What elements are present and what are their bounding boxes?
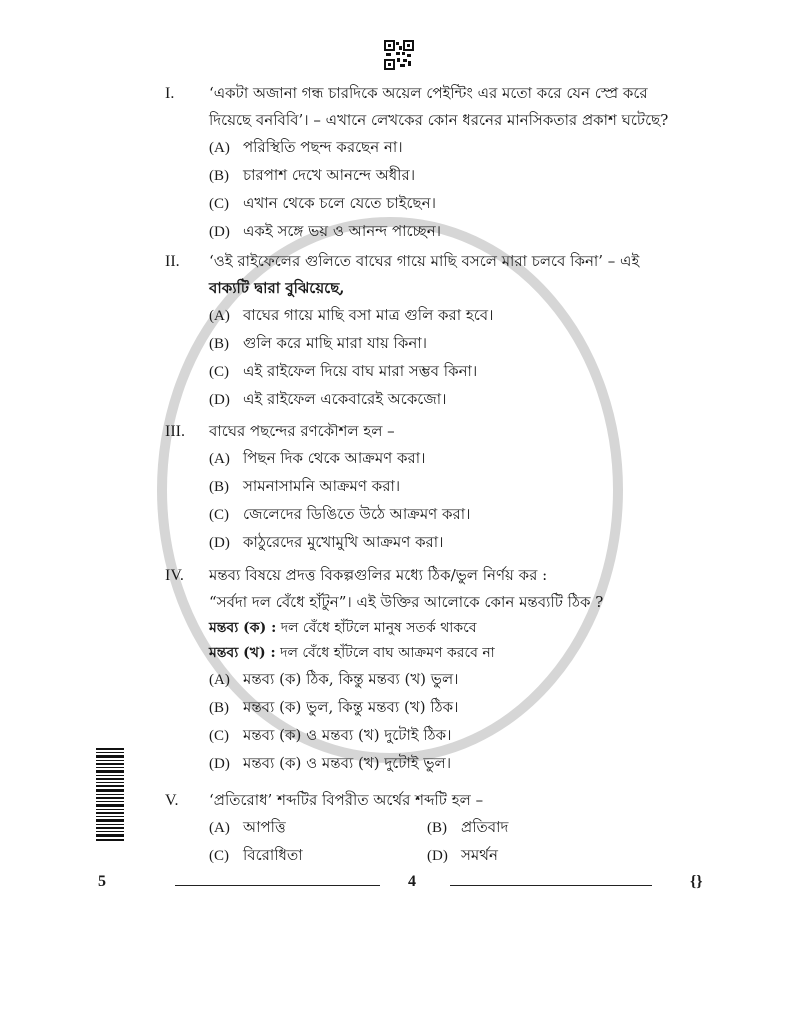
statement-text: দল বেঁধে হাঁটলে বাঘ আক্রমণ করবে না: [280, 645, 495, 661]
option-b: [209, 473, 705, 501]
footer-rule-left: [175, 885, 380, 886]
option-label: (C): [209, 196, 229, 212]
option-text: প্রতিবাদ: [461, 818, 509, 836]
option-label: (D): [209, 224, 230, 240]
option-d: [209, 386, 705, 414]
question-4: [165, 562, 705, 778]
question-number: IV.: [165, 567, 184, 584]
question-text: [209, 248, 705, 302]
question-2: [165, 248, 705, 414]
option-text: বিরোধিতা: [243, 846, 303, 864]
question-text: [209, 787, 705, 814]
page-footer: [0, 873, 800, 897]
statement-label: মন্তব্য (খ) :: [209, 645, 276, 661]
option-b: [209, 330, 705, 358]
option-text: মন্তব্য (ক) ভুল, কিন্তু মন্তব্য (খ) ঠিক।: [243, 698, 459, 716]
page-number: 4: [408, 873, 416, 890]
option-label: (C): [209, 728, 229, 744]
options-list: [209, 445, 705, 557]
option-label: (A): [209, 820, 230, 836]
question-number: V.: [165, 792, 179, 809]
question-text: [209, 418, 705, 445]
option-b: [209, 162, 705, 190]
footer-rule-right: [450, 885, 652, 886]
option-text: গুলি করে মাছি মারা যায় কিনা।: [243, 334, 428, 352]
question-line: ‘ওই রাইফেলের গুলিতে বাঘের গায়ে মাছি বসলে মারা চলবে কিনা’ – এই: [209, 252, 640, 270]
options-grid: [209, 814, 705, 870]
question-line: দিয়েছে বনবিবি’। – এখানে লেখকের কোন ধরনের মানসিকতার প্রকাশ ঘটেছে?: [209, 111, 669, 129]
question-text: [209, 80, 705, 134]
statement-ka: [209, 616, 705, 641]
statement-label: মন্তব্য (ক) :: [209, 620, 277, 636]
statement-kha: [209, 641, 705, 666]
option-d: [209, 218, 705, 246]
qr-code: [384, 40, 414, 70]
option-text: সামনাসামনি আক্রমণ করা।: [243, 477, 401, 495]
question-line: “সর্বদা দল বেঁধে হাঁটুন”। এই উক্তির আলোকে কোন মন্তব্যটি ঠিক ?: [209, 593, 604, 611]
option-a: [209, 134, 705, 162]
option-c: [209, 842, 427, 870]
option-a: [209, 302, 705, 330]
option-text: আপত্তি: [243, 818, 286, 836]
option-a: [209, 666, 705, 694]
option-label: (C): [209, 364, 229, 380]
option-label: (A): [209, 140, 230, 156]
options-list: [209, 666, 705, 778]
option-d: [427, 842, 627, 870]
option-text: জেলেদের ডিঙিতে উঠে আক্রমণ করা।: [243, 505, 471, 523]
option-label: (B): [209, 336, 229, 352]
option-text: এই রাইফেল দিয়ে বাঘ মারা সম্ভব কিনা।: [243, 362, 478, 380]
option-c: [209, 722, 705, 750]
option-label: (D): [427, 848, 448, 864]
footer-code: 5: [98, 873, 106, 890]
option-text: এখান থেকে চলে যেতে চাইছেন।: [243, 194, 436, 212]
option-text: চারপাশ দেখে আনন্দে অধীর।: [243, 166, 416, 184]
option-label: (D): [209, 756, 230, 772]
option-label: (D): [209, 535, 230, 551]
option-text: মন্তব্য (ক) ও মন্তব্য (খ) দুটোই ভুল।: [243, 754, 452, 772]
option-label: (B): [209, 700, 229, 716]
barcode: [96, 748, 124, 842]
option-d: [209, 529, 705, 557]
option-label: (C): [209, 848, 229, 864]
option-a: [209, 445, 705, 473]
option-text: কাঠুরেদের মুখোমুখি আক্রমণ করা।: [243, 533, 444, 551]
option-label: (C): [209, 507, 229, 523]
question-5: [165, 787, 705, 870]
option-label: (A): [209, 308, 230, 324]
option-label: (B): [209, 168, 229, 184]
option-label: (A): [209, 451, 230, 467]
option-c: [209, 358, 705, 386]
question-1: [165, 80, 705, 246]
option-text: একই সঙ্গে ভয় ও আনন্দ পাচ্ছেন।: [243, 222, 442, 240]
question-line: বাঘের পছন্দের রণকৌশল হল –: [209, 422, 395, 440]
options-list: [209, 134, 705, 246]
option-b: [209, 694, 705, 722]
option-text: এই রাইফেল একেবারেই অকেজো।: [243, 390, 447, 408]
option-text: বাঘের গায়ে মাছি বসা মাত্র গুলি করা হবে।: [243, 306, 494, 324]
question-number: II.: [165, 253, 180, 270]
question-3: [165, 418, 705, 557]
statement-text: দল বেঁধে হাঁটলে মানুষ সতর্ক থাকবে: [280, 620, 477, 636]
question-text: [209, 562, 705, 616]
footer-mark: {}: [690, 873, 703, 890]
option-label: (B): [427, 820, 447, 836]
option-a: [209, 814, 427, 842]
question-line: বাক্যটি দ্বারা বুঝিয়েছে,: [209, 279, 345, 297]
option-text: পিছন দিক থেকে আক্রমণ করা।: [243, 449, 426, 467]
question-line: মন্তব্য বিষয়ে প্রদত্ত বিকল্পগুলির মধ্যে ঠিক/ভুল নির্ণয় কর :: [209, 566, 548, 584]
option-label: (D): [209, 392, 230, 408]
question-number: III.: [165, 423, 185, 440]
option-c: [209, 190, 705, 218]
option-label: (A): [209, 672, 230, 688]
option-c: [209, 501, 705, 529]
option-text: সমর্থন: [461, 846, 498, 864]
option-text: পরিস্থিতি পছন্দ করছেন না।: [243, 138, 403, 156]
option-text: মন্তব্য (ক) ঠিক, কিন্তু মন্তব্য (খ) ভুল।: [243, 670, 459, 688]
option-d: [209, 750, 705, 778]
option-b: [427, 814, 627, 842]
options-list: [209, 302, 705, 414]
question-number: I.: [165, 85, 175, 102]
option-text: মন্তব্য (ক) ও মন্তব্য (খ) দুটোই ঠিক।: [243, 726, 452, 744]
question-line: ‘একটা অজানা গন্ধ চারদিকে অয়েল পেইন্টিং এর মতো করে যেন স্প্রে করে: [209, 84, 648, 102]
question-line: ‘প্রতিরোধ’ শব্দটির বিপরীত অর্থের শব্দটি হল –: [209, 791, 484, 809]
option-label: (B): [209, 479, 229, 495]
